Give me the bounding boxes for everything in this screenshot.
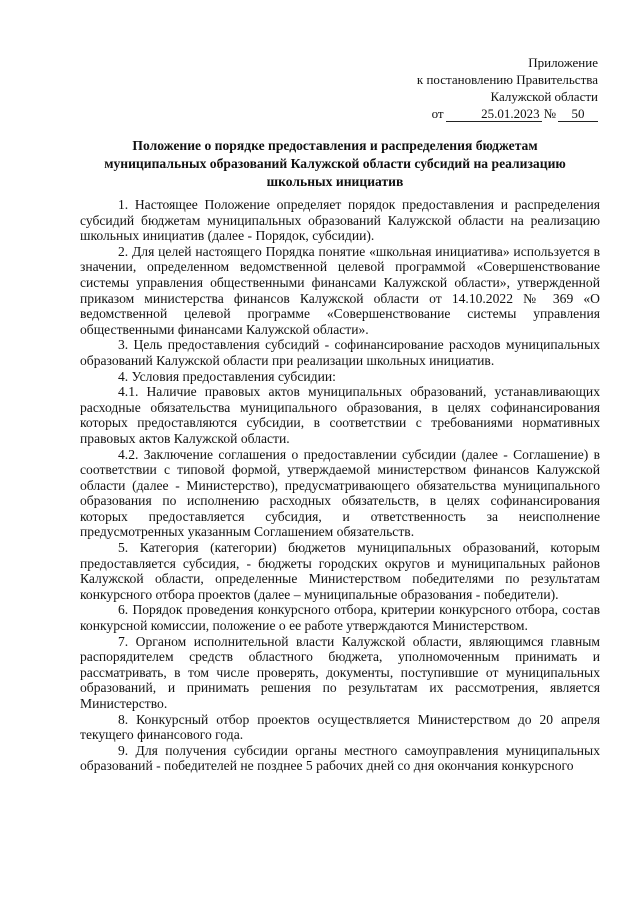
number-prefix: № <box>543 106 556 121</box>
paragraph-2: 2. Для целей настоящего Порядка понятие «школьная инициатива» используется в значении, определенном ведомственной целевой программой «Совершенствование системы управления общественными финансами Калужской области», утвержденной приказом министерства финансов Калужской области от 14.10.2022 № 369 «О ведомственной целевой программе «Совершенствование системы управления общественными финансами Калужской области». <box>80 243 600 337</box>
paragraph-3: 3. Цель предоставления субсидий - софинансирование расходов муниципальных образований Калужской области при реализации школьных инициатив. <box>80 337 600 368</box>
paragraph-4-2: 4.2. Заключение соглашения о предоставлении субсидии (далее - Соглашение) в соответствии с типовой формой, утверждаемой министерством финансов Калужской области (далее - Министерство), предусматривающего обязательства муниципального образования по исполнению расходных обязательств, в целях софинансирования которых предоставляется субсидия, и ответственность за неисполнение предусмотренных указанным Соглашением обязательств. <box>80 446 600 540</box>
title-line-2: муниципальных образований Калужской области субсидий на реализацию <box>104 156 566 171</box>
title-line-1: Положение о порядке предоставления и распределения бюджетам <box>132 138 538 153</box>
paragraph-6: 6. Порядок проведения конкурсного отбора, критерии конкурсного отбора, состав конкурсной комиссии, положение о ее работе утверждаются Министерством. <box>80 602 600 634</box>
document-title <box>70 137 600 191</box>
document-body <box>80 197 600 774</box>
appendix-region: Калужской области <box>490 89 598 104</box>
appendix-header <box>417 54 598 122</box>
appendix-date-line <box>417 105 598 122</box>
title-line-3: школьных инициатив <box>266 174 404 189</box>
appendix-resolution: к постановлению Правительства <box>416 72 598 87</box>
paragraph-1: 1. Настоящее Положение определяет порядок предоставления и распределения субсидий бюджетам муниципальных образований Калужской области на реализацию школьных инициатив (далее - Порядок, субсидии). <box>80 197 600 244</box>
resolution-date: 25.01.2023 <box>446 107 542 122</box>
paragraph-4-1: 4.1. Наличие правовых актов муниципальных образований, устанавливающих расходные обязательства муниципального образования, в целях софинансирования которых предоставляются субсидии, в соответствии с требованиями нормативных правовых актов Калужской области. <box>80 384 600 446</box>
paragraph-5: 5. Категория (категории) бюджетов муниципальных образований, которым предоставляется субсидия, - бюджеты городских округов и муниципальных районов Калужской области, определенные Министерством победителями по результатам конкурсного отбора проектов (далее – муниципальные образования - победители). <box>80 540 600 602</box>
paragraph-4: 4. Условия предоставления субсидии: <box>118 368 336 384</box>
paragraph-8: 8. Конкурсный отбор проектов осуществляется Министерством до 20 апреля текущего финансового года. <box>80 711 600 743</box>
appendix-label: Приложение <box>528 55 598 70</box>
resolution-number: 50 <box>558 107 598 122</box>
paragraph-9: 9. Для получения субсидии органы местного самоуправления муниципальных образований - победителей не позднее 5 рабочих дней со дня окончания конкурсного <box>80 742 600 774</box>
paragraph-7: 7. Органом исполнительной власти Калужской области, являющимся главным распорядителем средств областного бюджета, уполномоченным принимать и рассматривать, в том числе проверять, документы, поступившие от муниципальных образований, и принимать решения по результатам их рассмотрения, является Министерство. <box>80 633 600 711</box>
date-prefix: от <box>431 106 444 121</box>
